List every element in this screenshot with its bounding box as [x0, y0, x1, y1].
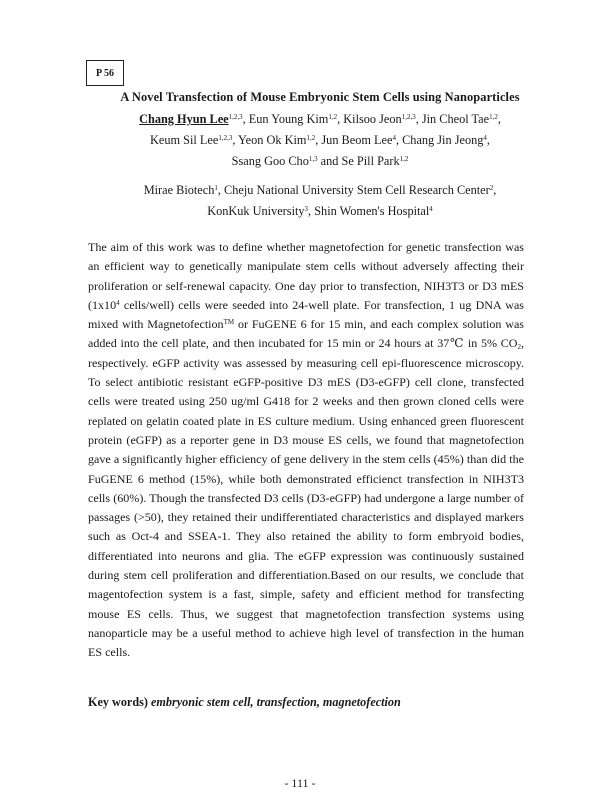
paper-title: A Novel Transfection of Mouse Embryonic Stem Cells using Nanoparticles	[120, 90, 520, 104]
author	[422, 112, 501, 126]
affiliation	[207, 204, 311, 218]
affiliation-separator: ,	[217, 183, 221, 197]
author-separator: and	[317, 154, 339, 168]
author-name: Se Pill Park	[341, 154, 400, 168]
affiliation-name: Cheju National University Stem Cell Research Center	[224, 183, 490, 197]
author-separator: ,	[315, 133, 319, 147]
author-superscript: 1,2,3	[228, 113, 243, 121]
affiliation-superscript: 3	[304, 205, 309, 213]
author-superscript: 1,2,3	[401, 113, 416, 121]
author-name: Jun Beom Lee	[321, 133, 393, 147]
author-superscript: 1,2	[328, 113, 338, 121]
author-superscript: 4	[483, 134, 487, 142]
author-name: Chang Jin Jeong	[402, 133, 484, 147]
author-name: Kilsoo Jeon	[343, 112, 402, 126]
author-superscript: 1,2	[489, 113, 498, 121]
keywords-value: embryonic stem cell, transfection, magnetofection	[150, 695, 401, 709]
abstract-superscript: 4	[116, 298, 120, 307]
author-name: Jin Cheol Tae	[421, 112, 490, 126]
keywords-line	[88, 695, 401, 710]
abstract-text: or FuGENE 6 for 15 min, and each complex solution was added into the cell plate, and then incubated for 15 min or 24 hours at 37℃ in 5% CO	[88, 317, 524, 351]
author-separator: ,	[415, 112, 419, 126]
affiliation-superscript: 4	[429, 205, 433, 213]
affiliation-superscript: 2	[489, 184, 494, 192]
author-superscript: 1,2,3	[218, 134, 233, 142]
author	[150, 133, 235, 147]
author-separator: ,	[395, 133, 400, 147]
author	[238, 133, 318, 147]
author-separator: ,	[486, 133, 490, 147]
abstract-superscript: TM	[223, 318, 235, 327]
author-name: Chang Hyun Lee	[139, 112, 229, 126]
keywords-label: Key words)	[88, 695, 148, 709]
author-name: Yeon Ok Kim	[238, 133, 307, 147]
affiliation-name: Mirae Biotech	[143, 183, 215, 197]
author-separator: ,	[232, 133, 236, 147]
affiliation-name: Shin Women's Hospital	[314, 204, 430, 218]
author-superscript: 1,2	[306, 134, 316, 142]
poster-id: P 56	[95, 67, 115, 79]
author-superscript: 4	[392, 134, 396, 142]
poster-id-box	[86, 60, 124, 86]
abstract-text: The aim of this work was to define whether magnetofection for genetic transfection was an efficient way to genetically manipulate stem cells without adversely affecting their proliferation or self-renewal capacity. One day prior to transfection, NIH3T3 or D3 mES (1x10	[88, 240, 524, 312]
abstract-body	[88, 238, 524, 663]
affiliation-superscript: 1	[214, 184, 218, 192]
author	[321, 133, 399, 147]
affiliation	[314, 204, 433, 218]
author-superscript: 1,3	[308, 155, 318, 163]
affiliation	[144, 183, 221, 197]
author-list	[40, 109, 600, 172]
affiliation-list	[40, 180, 600, 222]
author-separator: ,	[497, 112, 501, 126]
page-number: - 111 -	[284, 776, 316, 790]
author	[343, 112, 419, 126]
author	[232, 154, 339, 168]
affiliation-separator: ,	[308, 204, 312, 218]
author	[139, 112, 246, 126]
author-name: Keum Sil Lee	[150, 133, 219, 147]
author-superscript: 1,2	[399, 155, 409, 163]
author-name: Ssang Goo Cho	[231, 154, 309, 168]
affiliation-name: KonKuk University	[207, 204, 305, 218]
author-separator: ,	[242, 112, 246, 126]
affiliation	[224, 183, 496, 197]
abstract-text: cells/well) cells were seeded into 24-well plate. For transfection, 1 ug DNA was mixed with Magnetofection	[88, 297, 524, 332]
abstract-subscript: 2	[517, 343, 521, 352]
abstract-text: , respectively. eGFP activity was assessed by measuring cell epi-fluorescence microscopy. To select antibiotic resistant eGFP-positive D3 mES (D3-eGFP) cell clone, transfected cells were treated using 250 ug/ml G418 for 2 weeks and then grown cloned cells were replated on gelatin coated plate in ES culture medium. Using enhanced green fluorescent protein (eGFP) as a reporter gene in D3 mouse ES cells, we found that magnetofection gave a significantly higher efficiency of gene delivery in the stem cells (45%) than did the FuGENE 6 method (15%), while both demonstrated efficienct transfection in NIH3T3 cells (60%). Though the transfected D3 cells (D3-eGFP) had undergone a large number of passages (>50), they retained their undifferentiated characteristics and displayed markers such as Oct-4 and SSEA-1. They also retained the ability to form embryoid bodies, differentiated into neurons and glia. The eGFP expression was continuously sustained during stem cell proliferation and differentiation.Based on our results, we conclude that magentofection system is a fast, simple, safety and efficient method for transfecting mouse ES cells. Thus, we suggest that magnetofection transfection systems using nanoparticle may be a useful method to achieve high level of transfection in the human ES cells.	[88, 336, 524, 660]
author	[342, 154, 409, 168]
author	[249, 112, 340, 126]
affiliation-separator: ,	[493, 183, 497, 197]
author-separator: ,	[337, 112, 341, 126]
author	[402, 133, 490, 147]
author-name: Eun Young Kim	[248, 112, 329, 126]
